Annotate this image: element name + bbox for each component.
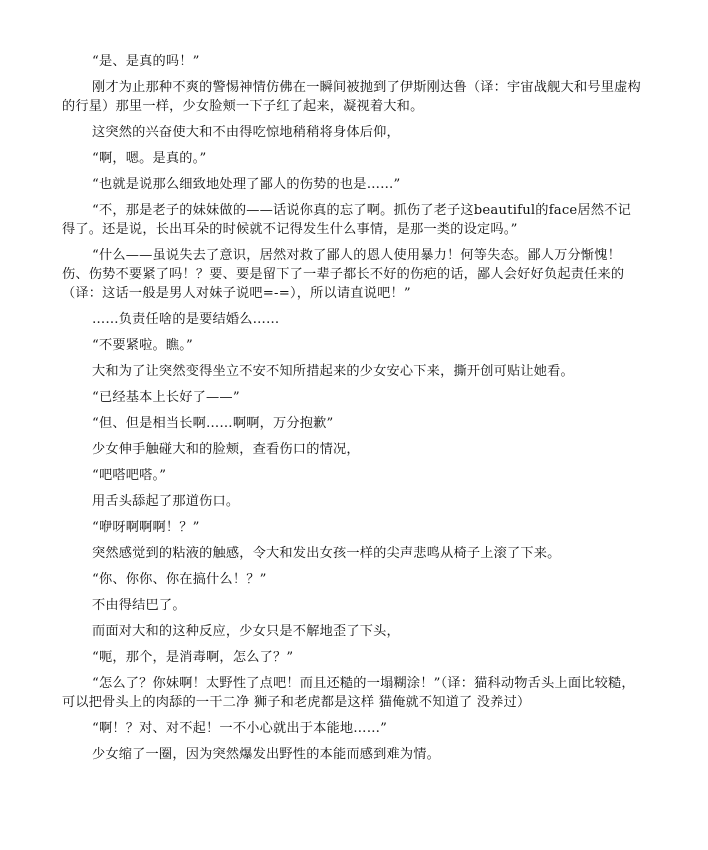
paragraph: 用舌头舔起了那道伤口。 [92,494,240,509]
paragraph: “不，那是老子的妹妹做的——话说你真的忘了啊。抓伤了老子这beautiful的face居然不记得了。还是说，长出耳朵的时候就不记得发生什么事情，是那一类的设定吗。” [62,203,631,237]
paragraph: “你、你你、你在搞什么！？” [92,572,267,587]
paragraph: 少女伸手触碰大和的脸颊，查看伤口的情况， [92,442,360,457]
paragraph: “啊！？对、对不起！一不小心就出于本能地……” [92,721,388,736]
paragraph: 不由得结巴了。 [92,598,186,613]
paragraph: 这突然的兴奋使大和不由得吃惊地稍稍将身体后仰， [92,125,400,140]
paragraph: “是、是真的吗！” [92,54,200,69]
text-body [62,52,642,771]
paragraph: 大和为了让突然变得坐立不安不知所措起来的少女安心下来，撕开创可贴让她看。 [92,364,574,379]
paragraph: 突然感觉到的粘液的触感，令大和发出女孩一样的尖声悲鸣从椅子上滚了下来。 [92,546,561,561]
paragraph: 而面对大和的这种反应，少女只是不解地歪了下头， [92,624,400,639]
paragraph: “怎么了？你妹啊！太野性了点吧！而且还糙的一塌糊涂！”（译：猫科动物舌头上面比较糙，可以把骨头上的肉舔的一干二净 狮子和老虎都是这样 猫俺就不知道了 没养过） [62,676,635,710]
paragraph: “也就是说那么细致地处理了鄙人的伤势的也是……” [92,177,401,192]
paragraph: “但、但是相当长啊……啊啊，万分抱歉” [92,416,334,431]
paragraph: ……负责任啥的是要结婚么…… [92,312,280,327]
paragraph: “什么——虽说失去了意识，居然对救了鄙人的恩人使用暴力！何等失态。鄙人万分惭愧！伤、伤势不要紧了吗！？要、要是留下了一辈子都长不好的伤疤的话，鄙人会好好负起责任来的（译：这话一般是男人对妹子说吧=-=），所以请直说吧！” [62,248,625,301]
paragraph: “呃，那个，是消毒啊，怎么了？” [92,650,294,665]
paragraph: “已经基本上长好了——” [92,390,240,405]
paragraph: “咿呀啊啊啊！？” [92,520,200,535]
paragraph: “不要紧啦。瞧。” [92,338,193,353]
paragraph: 少女缩了一圈，因为突然爆发出野性的本能而感到难为情。 [92,747,441,762]
paragraph: “啊，嗯。是真的。” [92,151,207,166]
paragraph: “吧嗒吧嗒。” [92,468,167,483]
paragraph: 刚才为止那种不爽的警惕神情仿佛在一瞬间被抛到了伊斯刚达鲁（译：宇宙战舰大和号里虚构的行星）那里一样，少女脸颊一下子红了起来，凝视着大和。 [62,80,641,114]
